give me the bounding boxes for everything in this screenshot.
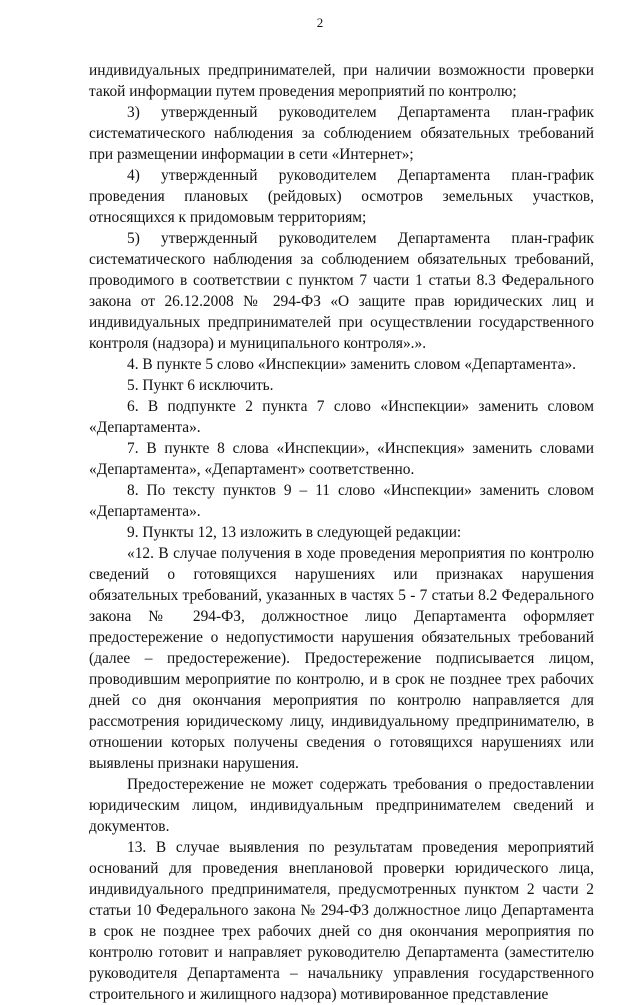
- paragraph-point-8: 8. По тексту пунктов 9 – 11 слово «Инспекции» заменить словом «Департамента».: [89, 482, 594, 520]
- paragraph-item-4: 4) утвержденный руководителем Департамента план-график проведения плановых (рейдовых) осмотров земельных участков, относящихся к придомовым территориям;: [89, 167, 594, 226]
- page-number: 2: [316, 15, 324, 30]
- document-body: [89, 60, 594, 1005]
- paragraph-point-4: 4. В пункте 5 слово «Инспекции» заменить словом «Департамента».: [127, 356, 576, 373]
- paragraph-clause-12: «12. В случае получения в ходе проведения мероприятия по контролю сведений о готовящихся нарушениях или признаках нарушения обязательных требований, указанных в частях 5 - 7 статьи 8.2 Федерального закона № 294-ФЗ, должностное лицо Департамента оформляет предостережение о недопустимости нарушения обязательных требований (далее – предостережение). Предостережение подписывается лицом, проводившим мероприятие по контролю, и в срок не позднее трех рабочих дней со дня окончания мероприятия по контролю направляется для рассмотрения юридическому лицу, индивидуальному предпринимателю, в отношении которых получены сведения о готовящихся нарушениях или выявлены признаки нарушения.: [89, 545, 594, 772]
- paragraph-item-3: 3) утвержденный руководителем Департамента план-график систематического наблюдения за соблюдением обязательных требований при размещении информации в сети «Интернет»;: [89, 104, 594, 163]
- paragraph-clause-13: 13. В случае выявления по результатам проведения мероприятий оснований для проведения внеплановой проверки юридического лица, индивидуального предпринимателя, предусмотренных пунктом 2 части 2 статьи 10 Федерального закона № 294-ФЗ должностное лицо Департамента в срок не позднее трех рабочих дней со дня окончания мероприятия по контролю готовит и направляет руководителю Департамента (заместителю руководителя Департамента – начальнику управления государственного строительного и жилищного надзора) мотивированное представление: [89, 839, 594, 1003]
- paragraph-point-7: 7. В пункте 8 слова «Инспекции», «Инспекция» заменить словами «Департамента», «Департамент» соответственно.: [89, 440, 594, 478]
- paragraph-point-6: 6. В подпункте 2 пункта 7 слово «Инспекции» заменить словом «Департамента».: [89, 398, 594, 436]
- paragraph-warning-limits: Предостережение не может содержать требования о предоставлении юридическим лицом, индивидуальным предпринимателем сведений и документов.: [89, 776, 594, 835]
- paragraph-item-5: 5) утвержденный руководителем Департамента план-график систематического наблюдения за соблюдением обязательных требований, проводимого в соответствии с пунктом 7 части 1 статьи 8.3 Федерального закона от 26.12.2008 № 294-ФЗ «О защите прав юридических лиц и индивидуальных предпринимателей при осуществлении государственного контроля (надзора) и муниципального контроля».».: [89, 230, 594, 352]
- paragraph-continuation: индивидуальных предпринимателей, при наличии возможности проверки такой информации путем проведения мероприятий по контролю;: [89, 62, 594, 100]
- paragraph-point-5: 5. Пункт 6 исключить.: [127, 377, 274, 394]
- paragraph-point-9: 9. Пункты 12, 13 изложить в следующей редакции:: [127, 524, 462, 541]
